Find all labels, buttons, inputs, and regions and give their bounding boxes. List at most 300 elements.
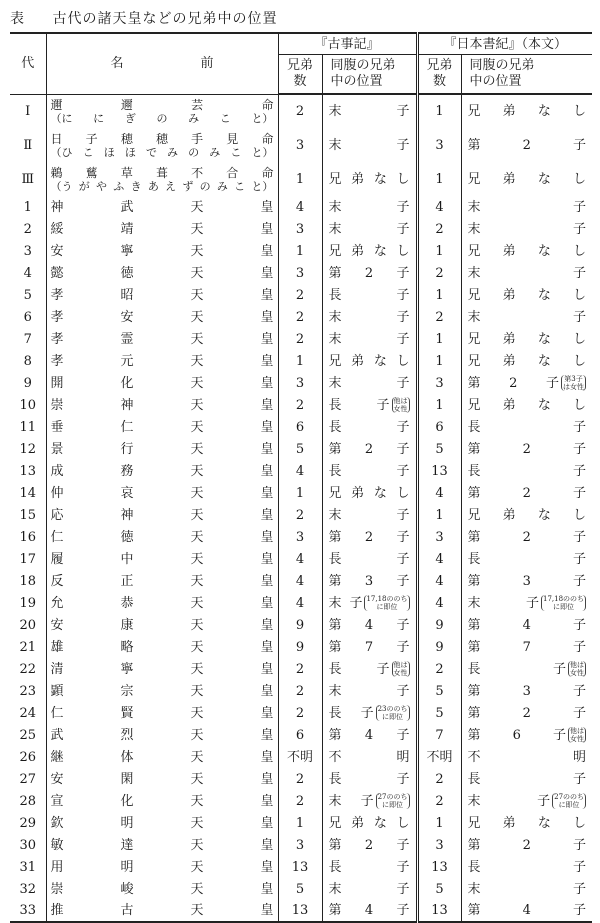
position-text [468, 683, 587, 700]
position-text [329, 573, 410, 590]
name-text [51, 507, 274, 524]
glyph: 子 [573, 903, 587, 918]
glyph: 第 [467, 137, 481, 153]
dai-cell: 17 [10, 548, 46, 570]
glyph: 末 [328, 683, 342, 699]
position-text [468, 441, 587, 458]
glyph: な [537, 353, 551, 369]
glyph: 成 [50, 463, 64, 479]
kojiki-ichi [322, 680, 417, 702]
kojiki-kyodai-su: 4 [278, 196, 322, 218]
position-text [468, 529, 587, 546]
position-text [329, 171, 410, 188]
glyph: 天 [190, 793, 204, 809]
table-row [10, 768, 592, 790]
glyph: 子 [396, 137, 410, 153]
glyph: と） [251, 179, 274, 193]
nihonshoki-ichi [461, 416, 592, 438]
annotation-note [376, 705, 410, 721]
glyph: 皇 [260, 243, 274, 259]
glyph: 中 [120, 551, 134, 567]
nihonshoki-kyodai-su: 2 [417, 306, 461, 328]
position-text [329, 353, 410, 370]
kojiki-kyodai-su: 4 [278, 570, 322, 592]
annotation-line: 女性 [393, 405, 408, 413]
glyph: 反 [50, 573, 64, 589]
position-glyphs [329, 705, 374, 722]
nihonshoki-ichi [461, 306, 592, 328]
kojiki-kyodai-su: 2 [278, 702, 322, 724]
position-text [329, 771, 410, 788]
nihonshoki-ichi [461, 94, 592, 128]
dai-cell: 19 [10, 592, 46, 614]
glyph: 末 [328, 221, 342, 237]
nihonshoki-kyodai-su: 1 [417, 350, 461, 372]
nihonshoki-ichi [461, 636, 592, 658]
name-text [51, 287, 274, 304]
glyph: し [572, 397, 586, 413]
glyph: 昭 [120, 287, 134, 303]
glyph: 兄 [467, 353, 481, 369]
table-row [10, 218, 592, 240]
glyph: 鶿 [85, 165, 98, 180]
dai-cell: 28 [10, 790, 46, 812]
annotation-line: 女性 [393, 669, 408, 677]
kojiki-ichi [322, 218, 417, 240]
glyph: 2 [509, 375, 518, 391]
glyph: 天 [190, 837, 204, 853]
glyph: 体 [120, 749, 134, 765]
glyph: 天 [190, 815, 204, 831]
kojiki-kyodai-su: 3 [278, 218, 322, 240]
glyph: 皇 [260, 221, 274, 237]
nihonshoki-kyodai-su: 5 [417, 878, 461, 900]
annotation-line: は女性 [563, 383, 585, 391]
glyph: 4 [522, 903, 531, 918]
glyph: 末 [467, 793, 481, 809]
glyph: 子 [573, 529, 587, 545]
glyph: 皇 [260, 265, 274, 281]
position-text [329, 881, 410, 898]
glyph: し [572, 331, 586, 347]
glyph: 命 [261, 131, 274, 146]
kojiki-kyodai-su: 3 [278, 372, 322, 394]
name-text [51, 331, 274, 348]
glyph: 天 [190, 309, 204, 325]
table-row [10, 284, 592, 306]
table-row [10, 526, 592, 548]
glyph: 皇 [260, 683, 274, 699]
table-row [10, 548, 592, 570]
position-text [468, 617, 587, 634]
position-text [468, 771, 587, 788]
name-text [51, 727, 274, 744]
glyph: 天 [190, 705, 204, 721]
name-cell [46, 768, 278, 790]
dai-cell: 4 [10, 262, 46, 284]
nihonshoki-kyodai-su: 2 [417, 218, 461, 240]
nihonshoki-ichi [461, 570, 592, 592]
nihonshoki-ichi [461, 878, 592, 900]
glyph: 安 [50, 771, 64, 787]
dai-cell: 29 [10, 812, 46, 834]
glyph: 末 [328, 309, 342, 325]
nihonshoki-ichi [461, 394, 592, 416]
header-namae-2: 前 [200, 56, 214, 72]
position-text [468, 639, 587, 656]
glyph: 宗 [120, 683, 134, 699]
position-text [329, 529, 410, 546]
dai-cell: 25 [10, 724, 46, 746]
glyph: 化 [120, 375, 134, 391]
annotation-line: 17,18ののち [366, 595, 408, 603]
glyph: 第 [467, 705, 481, 721]
glyph: 子 [376, 661, 390, 677]
glyph: み [209, 145, 221, 159]
glyph: 皇 [260, 617, 274, 633]
position-text [468, 137, 587, 154]
glyph: 明 [396, 749, 410, 765]
name-cell [46, 306, 278, 328]
glyph: 第 [328, 639, 342, 655]
glyph: 子 [396, 727, 410, 743]
annotation-note [392, 661, 410, 677]
dai-cell: 20 [10, 614, 46, 636]
glyph: 2 [522, 837, 531, 853]
glyph: 明 [120, 815, 134, 831]
table-row [10, 724, 592, 746]
table-row [10, 240, 592, 262]
kojiki-ichi [322, 284, 417, 306]
glyph: 天 [190, 485, 204, 501]
header-ichi-line1: 同腹の兄弟 [330, 58, 396, 73]
table-row [10, 680, 592, 702]
name-cell [46, 482, 278, 504]
name-cell [46, 900, 278, 922]
glyph: 見 [226, 131, 239, 146]
kojiki-ichi [322, 900, 417, 922]
kojiki-kyodai-su: 2 [278, 658, 322, 680]
glyph: 皇 [260, 397, 274, 413]
glyph: 履 [50, 551, 64, 567]
glyph: 天 [190, 287, 204, 303]
glyph: 行 [120, 441, 134, 457]
glyph: 子 [573, 573, 587, 589]
glyph: 天 [190, 375, 204, 391]
glyph: 子 [396, 903, 410, 918]
dai-cell: 5 [10, 284, 46, 306]
glyph: こ [219, 111, 231, 125]
glyph: 4 [522, 617, 531, 633]
glyph: な [537, 507, 551, 523]
nihonshoki-ichi [461, 658, 592, 680]
glyph: 子 [396, 639, 410, 655]
nihonshoki-ichi [461, 548, 592, 570]
dai-cell: 12 [10, 438, 46, 460]
glyph: 皇 [260, 419, 274, 435]
glyph: 第 [467, 617, 481, 633]
kojiki-ichi [322, 570, 417, 592]
name-cell [46, 218, 278, 240]
glyph: 弟 [502, 507, 516, 523]
nihonshoki-ichi [461, 196, 592, 218]
glyph: 第 [467, 727, 481, 743]
glyph: 皇 [260, 859, 274, 875]
position-text [468, 419, 587, 436]
glyph: 草 [120, 165, 133, 180]
name-cell [46, 592, 278, 614]
glyph: 兄 [467, 397, 481, 413]
name-cell [46, 636, 278, 658]
table-row [10, 790, 592, 812]
glyph: 敏 [50, 837, 64, 853]
kojiki-ichi [322, 702, 417, 724]
glyph: ぎ [124, 111, 136, 125]
name-cell [46, 372, 278, 394]
dai-cell: 21 [10, 636, 46, 658]
table-row [10, 394, 592, 416]
kojiki-ichi [322, 548, 417, 570]
glyph: 第 [467, 683, 481, 699]
glyph: 天 [190, 595, 204, 611]
position-text [329, 199, 410, 216]
nihonshoki-ichi [461, 328, 592, 350]
glyph: 弟 [502, 104, 516, 119]
nihonshoki-ichi [461, 240, 592, 262]
position-text [329, 639, 410, 656]
glyph: 3 [522, 573, 531, 589]
glyph: 崇 [50, 881, 64, 897]
glyph: 末 [467, 221, 481, 237]
glyph: 2 [364, 529, 374, 545]
nihonshoki-ichi [461, 460, 592, 482]
kojiki-ichi [322, 812, 417, 834]
glyph: 2 [364, 265, 374, 281]
table-row [10, 94, 592, 128]
glyph: 第 [328, 529, 342, 545]
glyph: 皇 [260, 529, 274, 545]
kojiki-ichi [322, 460, 417, 482]
annotation-note [568, 727, 586, 743]
glyph: 末 [467, 595, 481, 611]
glyph: し [572, 353, 586, 369]
table-row [10, 262, 592, 284]
glyph: し [572, 243, 586, 259]
glyph: 7 [522, 639, 531, 655]
glyph: し [396, 485, 410, 501]
header-namae [46, 33, 278, 94]
glyph: 3 [364, 573, 374, 589]
nihonshoki-kyodai-su: 1 [417, 394, 461, 416]
position-glyphs [468, 595, 539, 612]
position-text [329, 507, 410, 524]
nihonshoki-kyodai-su: 不明 [417, 746, 461, 768]
glyph: し [572, 507, 586, 523]
position-text [329, 137, 410, 154]
glyph: 末 [328, 331, 342, 347]
name-text [51, 793, 274, 810]
glyph: 第 [328, 441, 342, 457]
glyph: 神 [120, 507, 134, 523]
glyph: 末 [467, 265, 481, 281]
glyph: 恭 [120, 595, 134, 611]
glyph: 葺 [155, 165, 168, 180]
glyph: 天 [190, 419, 204, 435]
table-row [10, 416, 592, 438]
glyph: 子 [573, 137, 587, 153]
name-text [51, 353, 274, 370]
glyph: 長 [467, 661, 481, 677]
glyph: 安 [50, 617, 64, 633]
table-row [10, 306, 592, 328]
name-reading [51, 146, 274, 159]
glyph: 神 [50, 199, 64, 215]
glyph: 天 [190, 573, 204, 589]
kojiki-ichi [322, 724, 417, 746]
glyph: な [373, 243, 387, 259]
kojiki-ichi [322, 636, 417, 658]
annotation-line: 17,18ののち [542, 595, 585, 603]
position-text [468, 881, 587, 898]
position-glyphs [329, 793, 374, 810]
name-text [51, 485, 274, 502]
glyph: 末 [467, 309, 481, 325]
glyph: 垂 [50, 419, 64, 435]
table-row [10, 438, 592, 460]
glyph: な [537, 397, 551, 413]
glyph: 安 [50, 243, 64, 259]
nihonshoki-ichi [461, 262, 592, 284]
glyph: 崇 [50, 397, 64, 413]
position-text [468, 749, 587, 766]
glyph: 皇 [260, 771, 274, 787]
glyph: 皇 [260, 903, 274, 918]
glyph: 長 [328, 419, 342, 435]
name-reading [51, 112, 274, 125]
position-text [329, 683, 410, 700]
glyph: 第 [328, 727, 342, 743]
kojiki-kyodai-su: 4 [278, 460, 322, 482]
kojiki-kyodai-su: 4 [278, 592, 322, 614]
glyph: 皇 [260, 727, 274, 743]
kojiki-kyodai-su: 2 [278, 768, 322, 790]
name-cell [46, 746, 278, 768]
dai-cell: 22 [10, 658, 46, 680]
header-nihonshoki-kyodai-su [417, 55, 461, 95]
glyph: で [145, 145, 157, 159]
kojiki-kyodai-su: 3 [278, 834, 322, 856]
glyph: 皇 [260, 705, 274, 721]
kojiki-kyodai-su: 3 [278, 526, 322, 548]
glyph: 命 [261, 97, 274, 112]
glyph: 皇 [260, 507, 274, 523]
glyph: 6 [512, 727, 521, 743]
glyph: な [373, 171, 387, 187]
name-cell [46, 504, 278, 526]
annotation-line: に即位 [382, 801, 404, 809]
glyph: 第 [467, 837, 481, 853]
position-text [329, 749, 410, 766]
table-row [10, 570, 592, 592]
position-text [468, 902, 587, 919]
name-text [51, 265, 274, 282]
kojiki-kyodai-su: 2 [278, 394, 322, 416]
name-cell [46, 284, 278, 306]
kojiki-ichi [322, 504, 417, 526]
glyph: 第 [328, 837, 342, 853]
name-text [51, 815, 274, 832]
glyph: 推 [50, 903, 64, 918]
glyph: 皇 [260, 749, 274, 765]
glyph: 略 [120, 639, 134, 655]
kojiki-kyodai-su: 1 [278, 240, 322, 262]
kojiki-ichi [322, 240, 417, 262]
glyph: 化 [120, 793, 134, 809]
glyph: 弟 [502, 815, 516, 831]
dai-cell: 18 [10, 570, 46, 592]
glyph: 弟 [502, 287, 516, 303]
glyph: 末 [328, 104, 342, 119]
glyph: 第 [467, 903, 481, 918]
glyph: 天 [190, 639, 204, 655]
nihonshoki-ichi [461, 900, 592, 922]
name-reading [51, 180, 274, 193]
glyph: 霊 [120, 331, 134, 347]
glyph: 子 [525, 595, 539, 611]
glyph: 子 [396, 441, 410, 457]
glyph: 寧 [120, 661, 134, 677]
glyph: 皇 [260, 287, 274, 303]
glyph: 懿 [50, 265, 64, 281]
glyph: 孝 [50, 353, 64, 369]
nihonshoki-kyodai-su: 4 [417, 482, 461, 504]
position-glyphs [468, 727, 567, 744]
nihonshoki-kyodai-su: 4 [417, 196, 461, 218]
glyph: 長 [467, 419, 481, 435]
glyph: 不 [467, 749, 481, 765]
dai-cell: 27 [10, 768, 46, 790]
position-text [468, 705, 587, 722]
position-text [329, 463, 410, 480]
glyph: 天 [190, 551, 204, 567]
position-text [329, 441, 410, 458]
kojiki-ichi [322, 262, 417, 284]
name-cell [46, 526, 278, 548]
glyph: し [396, 243, 410, 259]
glyph: 兄 [467, 331, 481, 347]
position-text [468, 199, 587, 216]
nihonshoki-kyodai-su: 4 [417, 548, 461, 570]
nihonshoki-kyodai-su: 2 [417, 658, 461, 680]
name-cell [46, 834, 278, 856]
glyph: 弟 [502, 353, 516, 369]
position-text [468, 727, 587, 744]
position-text [329, 243, 410, 260]
position-glyphs [468, 375, 560, 392]
glyph: ほ [103, 145, 115, 159]
glyph: 継 [50, 749, 64, 765]
glyph: 子 [573, 771, 587, 787]
name-text [51, 397, 274, 414]
glyph: 4 [364, 617, 374, 633]
glyph: 皇 [260, 199, 274, 215]
kojiki-ichi [322, 196, 417, 218]
position-text [329, 727, 410, 744]
glyph: 正 [120, 573, 134, 589]
header-ichi-line1: 同腹の兄弟 [469, 58, 535, 73]
name-text [51, 132, 274, 146]
dai-cell: 23 [10, 680, 46, 702]
